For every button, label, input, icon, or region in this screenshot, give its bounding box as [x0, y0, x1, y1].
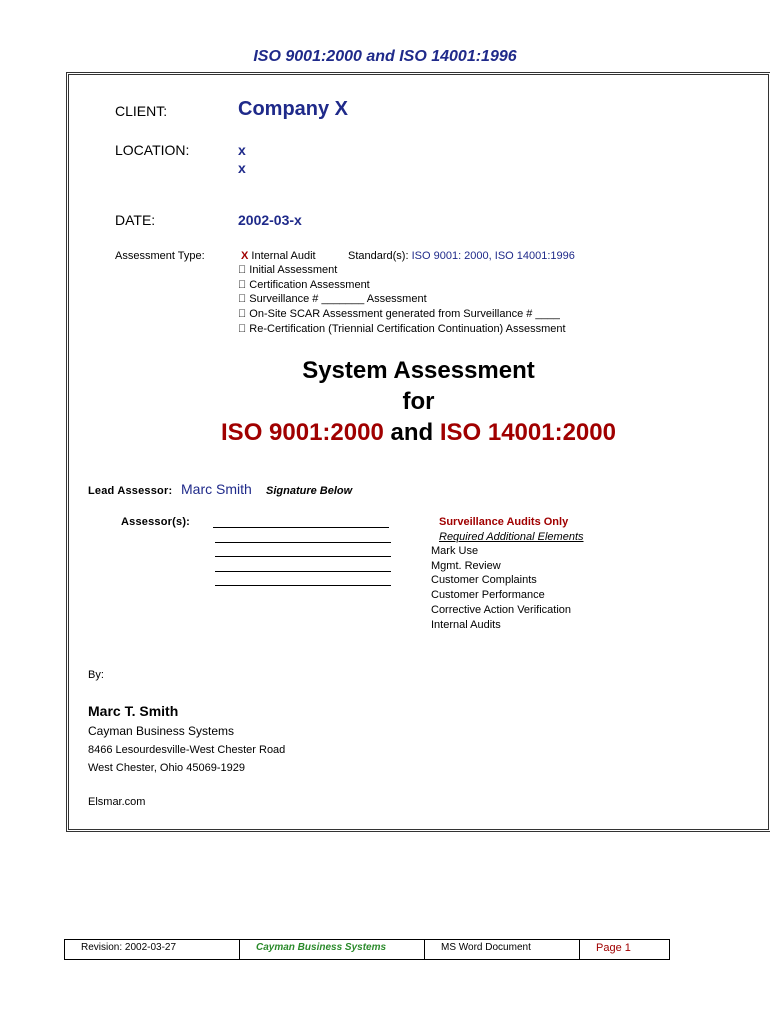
document-header-title: ISO 9001:2000 and ISO 14001:1996: [253, 48, 517, 65]
location-line-1: x: [238, 142, 246, 158]
lead-assessor-label: Lead Assessor:: [88, 485, 173, 497]
surveillance-title: Surveillance Audits Only: [439, 516, 569, 528]
assessor-signature-line[interactable]: [215, 571, 391, 572]
page-footer-table: [64, 939, 670, 960]
lead-assessor-name: Marc Smith: [181, 481, 252, 497]
footer-page-number: Page 1: [580, 940, 670, 960]
author-address-2: West Chester, Ohio 45069-1929: [88, 762, 245, 774]
assessment-selected: [241, 249, 316, 264]
assessment-option:   On-Site SCAR Assessment generated from Surveillance # ____: [238, 308, 560, 321]
main-title-line-2: for: [402, 388, 435, 415]
standards-line: [348, 249, 575, 264]
surveillance-item: Mgmt. Review: [431, 559, 501, 572]
assessment-option:   Re-Certification (Triennial Certification Continuation) Assessment: [238, 322, 566, 335]
main-title-line-1: System Assessment: [302, 357, 535, 384]
assessment-type-label: Assessment Type:: [115, 250, 205, 262]
surveillance-item: Customer Complaints: [431, 574, 537, 587]
assessment-option:   Certification Assessment: [238, 278, 370, 291]
author-address-1: 8466 Lesourdesville-West Chester Road: [88, 744, 286, 756]
signature-note: Signature Below: [266, 485, 353, 497]
location-label: LOCATION:: [115, 142, 190, 158]
selected-mark: X: [241, 250, 249, 262]
assessment-option:   Initial Assessment: [238, 264, 338, 276]
author-website[interactable]: Elsmar.com: [88, 796, 146, 808]
assessor-signature-line[interactable]: [215, 542, 391, 543]
surveillance-items: [431, 544, 571, 632]
by-label: By:: [88, 669, 104, 681]
author-name: Marc T. Smith: [88, 703, 179, 719]
assessment-option:   Surveillance # _______ Assessment: [238, 293, 427, 306]
assessment-option-list: [238, 263, 566, 337]
standards-value: ISO 9001: 2000, ISO 14001:1996: [411, 250, 575, 262]
footer-company: Cayman Business Systems: [240, 940, 425, 960]
date-label: DATE:: [115, 212, 156, 228]
location-line-2: x: [238, 160, 246, 176]
assessor-signature-line[interactable]: [215, 585, 391, 586]
surveillance-item: Mark Use: [431, 545, 479, 557]
footer-revision: Revision: 2002-03-27: [65, 940, 240, 960]
main-title-std-1: ISO 9001:2000: [221, 419, 384, 446]
assessor-signature-line[interactable]: [213, 527, 389, 528]
assessors-label: Assessor(s):: [121, 516, 191, 528]
surveillance-subtitle: Required Additional Elements: [439, 531, 584, 543]
main-title-and: and: [383, 419, 440, 446]
date-value: 2002-03-x: [238, 212, 302, 228]
selected-type: Internal Audit: [251, 250, 316, 262]
surveillance-item: Customer Performance: [431, 589, 545, 602]
main-title-standards: [66, 419, 770, 447]
footer-doc-type: MS Word Document: [425, 940, 580, 960]
assessor-signature-line[interactable]: [215, 556, 391, 557]
client-value: Company X: [238, 98, 349, 120]
author-company: Cayman Business Systems: [88, 724, 235, 738]
surveillance-item: Internal Audits: [431, 618, 501, 631]
standards-label: Standard(s):: [348, 250, 409, 262]
main-title-std-2: ISO 14001:2000: [439, 419, 616, 446]
client-label: CLIENT:: [115, 103, 168, 119]
surveillance-item: Corrective Action Verification: [431, 603, 572, 616]
